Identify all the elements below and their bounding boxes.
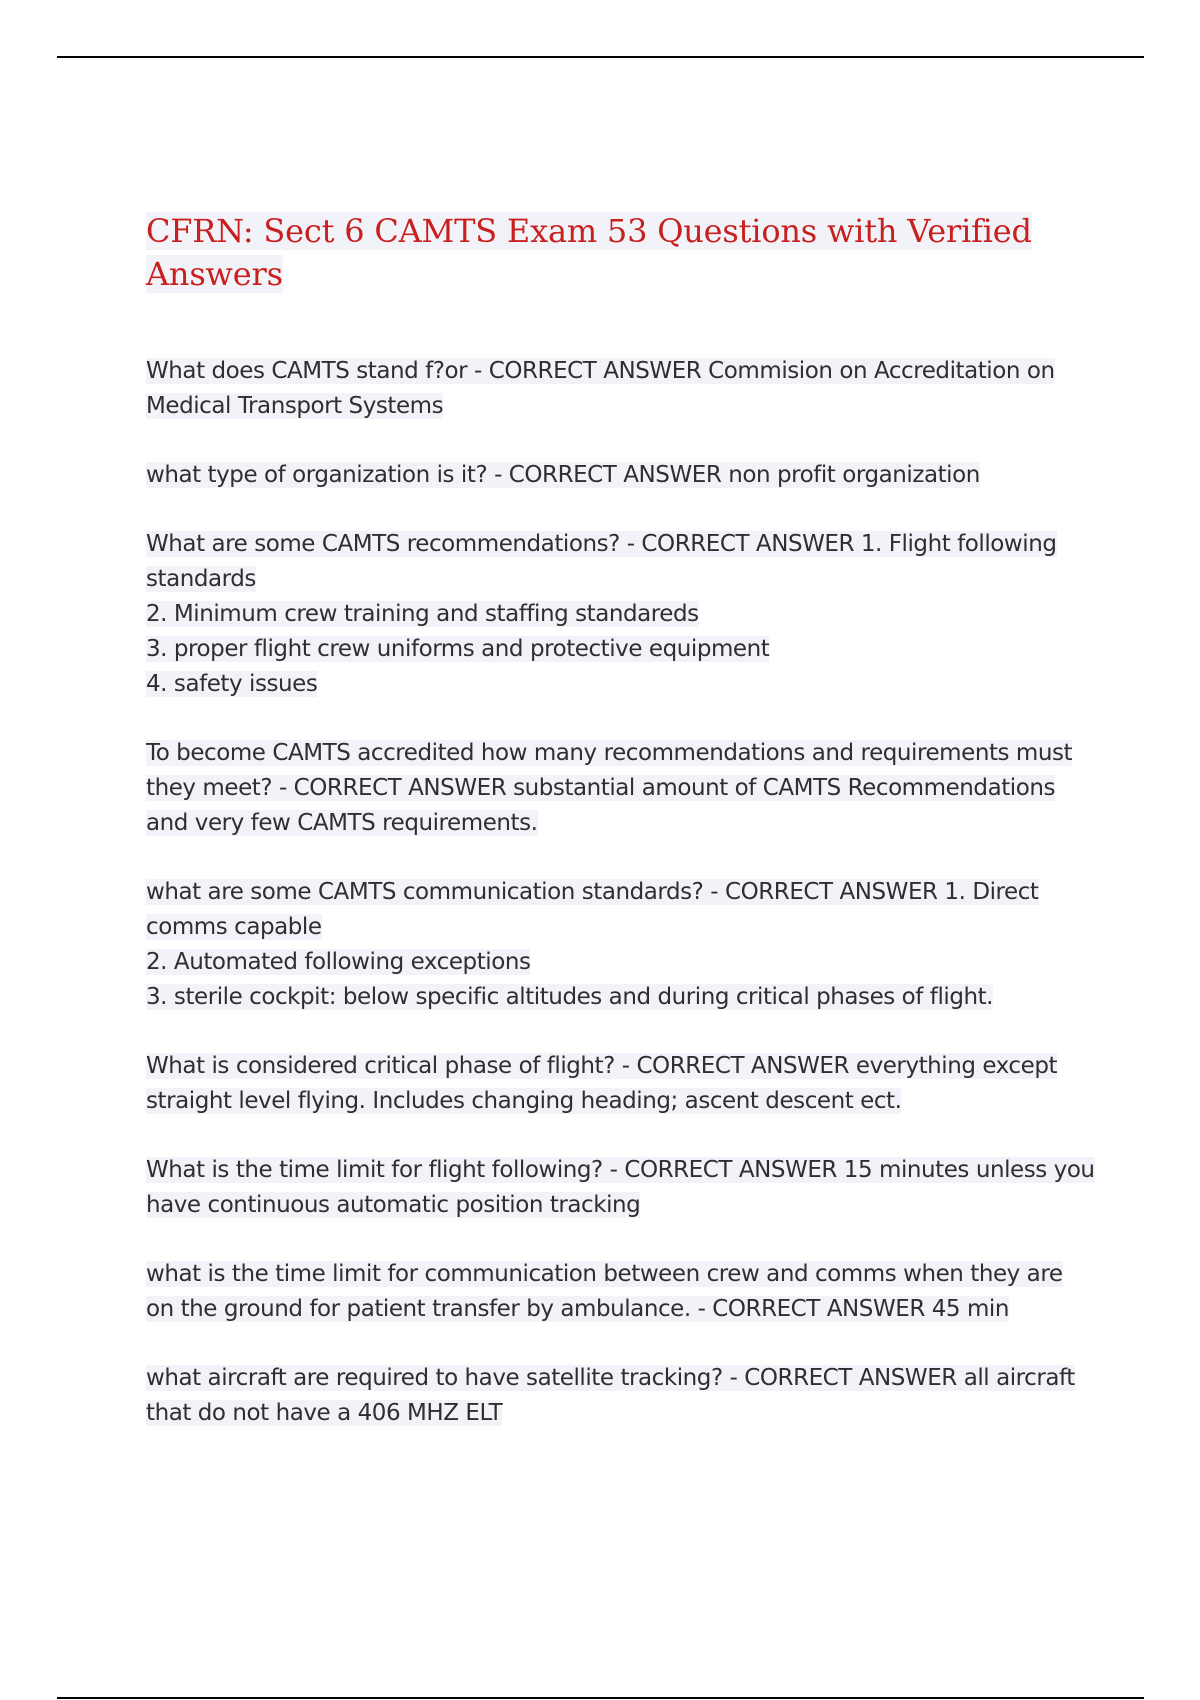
qa-item-1 <box>146 354 1096 424</box>
qa-list-line: 4. safety issues <box>146 671 318 697</box>
qa-text: what is the time limit for communication between crew and comms when they are on the ground for patient transfer by ambulance. - CORRECT ANSWER 45 min <box>146 1261 1063 1322</box>
qa-item-6 <box>146 1049 1096 1119</box>
header-rule <box>57 56 1144 58</box>
qa-text: what type of organization is it? - CORRECT ANSWER non profit organization <box>146 462 980 488</box>
document-title: CFRN: Sect 6 CAMTS Exam 53 Questions with Verified Answers <box>146 212 1032 293</box>
qa-item-8 <box>146 1257 1096 1327</box>
qa-list-line: 3. sterile cockpit: below specific altitudes and during critical phases of flight. <box>146 984 994 1010</box>
qa-text: What does CAMTS stand f?or - CORRECT ANSWER Commision on Accreditation on Medical Transport Systems <box>146 358 1055 419</box>
qa-text: What are some CAMTS recommendations? - CORRECT ANSWER 1. Flight following standards <box>146 531 1057 592</box>
qa-text: what aircraft are required to have satellite tracking? - CORRECT ANSWER all aircraft that do not have a 406 MHZ ELT <box>146 1365 1075 1426</box>
qa-item-2 <box>146 458 1096 493</box>
qa-list-line: 2. Automated following exceptions <box>146 949 531 975</box>
qa-item-7 <box>146 1153 1096 1223</box>
qa-item-5 <box>146 875 1096 1015</box>
qa-list-line: 3. proper flight crew uniforms and protective equipment <box>146 636 770 662</box>
qa-text: What is the time limit for flight following? - CORRECT ANSWER 15 minutes unless you have continuous automatic position tracking <box>146 1157 1095 1218</box>
footer-rule <box>57 1697 1144 1699</box>
document-body <box>146 210 1096 1465</box>
qa-item-4 <box>146 736 1096 841</box>
qa-text: What is considered critical phase of flight? - CORRECT ANSWER everything except straight level flying. Includes changing heading; ascent descent ect. <box>146 1053 1058 1114</box>
qa-item-9 <box>146 1361 1096 1431</box>
qa-text: what are some CAMTS communication standards? - CORRECT ANSWER 1. Direct comms capable <box>146 879 1039 940</box>
qa-item-3 <box>146 527 1096 702</box>
qa-list-line: 2. Minimum crew training and staffing standareds <box>146 601 699 627</box>
qa-text: To become CAMTS accredited how many recommendations and requirements must they meet? - CORRECT ANSWER substantial amount of CAMTS Recommendations and very few CAMTS requirements. <box>146 740 1073 836</box>
